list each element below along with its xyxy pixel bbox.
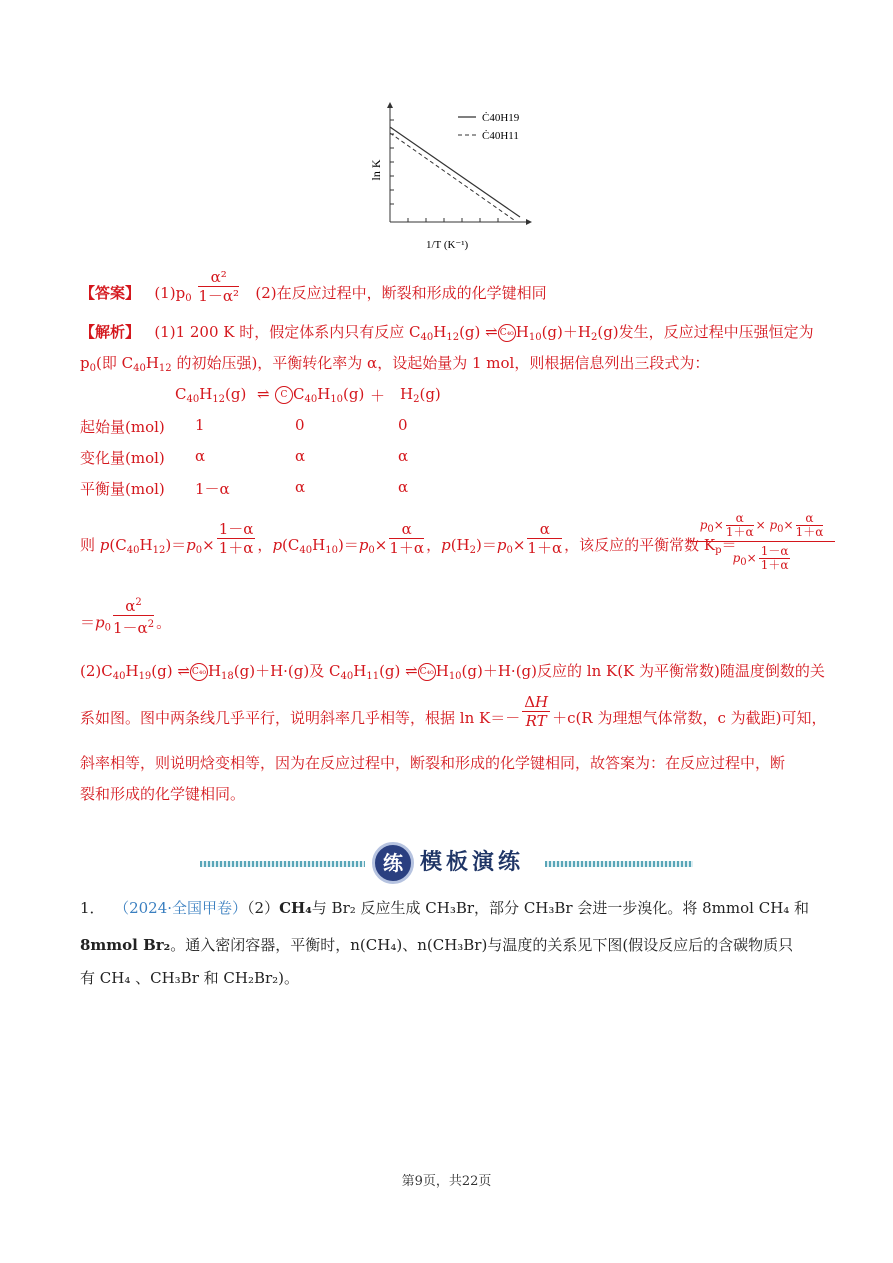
legend-label-c40h19: Ċ40H19 [482,112,520,124]
answer-line: 【答案】 $(1)p_0$ $\frac{\text{α²}}{\text{1－α²}}$ (2)在反应过程中，断裂和形成的化学键相同 [80,267,547,305]
ring-c40-icon: C₄₀ [498,324,516,342]
kp-result: $=p_0$ $\frac{\alpha^2}{1-\alpha^2}$ 。 [80,610,171,639]
answer-part2: (2)在反应过程中，断裂和形成的化学键相同 [255,284,547,302]
question-source-tag: （2024·全国甲卷） [114,899,248,917]
part2-line-4: 裂和形成的化学键相同。 [80,785,246,803]
part2-line-2: 系如图。图中两条线几乎平行，说明斜率几乎相等，根据 ln K＝－ $\frac{\Delta H}{RT}$ ＋c(R 为理想气体常数，c 为截距)可知， [80,692,827,730]
partial-pressure-line: 则 $p(C_{40}H_{12})=p_0\times$ $\frac{1-\alpha}{1+\alpha}$ ，$p(C_{40}H_{10})=p_0\times$ $\frac{\alpha}{1+\alpha}$ ，$p(H_2)=p_0\times$ $\frac{\alpha}{1+\alpha}$ ，该反应的平衡常数 $K_p=$ [80,519,737,557]
header-plus: ＋ [370,387,386,405]
banner-bar-right [545,861,693,867]
question-line-2: 8mmol Br₂。通入密闭容器，平衡时，n(CH₄)、n(CH₃Br)与温度的关系见下图(假设反应后的含碳物质只 [80,936,794,954]
answer-label: 【答案】 [80,284,141,302]
analysis-line-2: $p_0$(即 $C_{40}H_{12}$ 的初始压强)，平衡转化率为 α，设起始量为 1 mol，则根据信息列出三段式为： [80,354,710,374]
equilibrium-arrow-icon: ⇌ [257,385,270,403]
lnk-chart [360,100,535,260]
analysis-line-1: 【解析】 (1)1 200 K 时，假定体系内只有反应 $C_{40}H_{12}(g)$ ⇌ C₄₀ $H_{10}(g)+H_2(g)$发生，反应过程中压强恒定为 [80,323,814,343]
banner-title: 模板演练 [420,849,525,875]
equilibrium-arrow-icon: ⇌ [405,662,418,680]
legend-label-c40h11: Ċ40H11 [482,130,519,142]
page-footer: 第9页，共22页 [401,1174,492,1189]
answer-fraction: $\frac{\text{α²}}{\text{1－α²}}$ [198,267,240,305]
part2-line-1: $(2)C_{40}H_{19}(g)$ ⇌ C₄₀ $H_{18}(g)+H\cdot(g)$及 $C_{40}H_{11}(g)$ ⇌ C₄₀ $H_{10}(g)+H\cdot(g)$反应的 ln K(K 为平衡常数)随温度倒数的关 [80,662,825,682]
part2-line-3: 斜率相等，则说明焓变相等，因为在反应过程中，断裂和形成的化学键相同，故答案为：在反应过程中，断 [80,754,786,772]
banner-badge: 练 [372,842,414,884]
equilibrium-arrow-icon: ⇌ [177,662,190,680]
kp-fraction: $p_0\times$ $\frac{\alpha}{1+\alpha}$ × $p_0\times$ $\frac{\alpha}{1+\alpha}$ $p_0\times$ $\frac{1-\alpha}{1+\alpha}$ [690,512,835,572]
header-reactant: $C_{40}H_{12}(g)$ [175,385,247,405]
y-axis-label: ln K [369,159,383,181]
analysis-label: 【解析】 [80,323,141,341]
x-axis-label: 1/T (K⁻¹) [426,239,469,251]
banner-bar-left [200,861,365,867]
equilibrium-arrow-icon: ⇌ [485,323,498,341]
header-product-1: C $C_{40}H_{10}(g)$ [275,385,364,405]
header-product-2: $H_2(g)$ [400,385,441,405]
question-line-1: 1． （2024·全国甲卷）（2）CH₄与 Br₂ 反应生成 CH₃Br，部分 CH₃Br 会进一步溴化。将 8mmol CH₄ 和 [80,899,810,917]
question-line-3: 有 CH₄ 、CH₃Br 和 CH₂Br₂)。 [80,969,300,987]
series-line-c40h11 [390,133,514,220]
